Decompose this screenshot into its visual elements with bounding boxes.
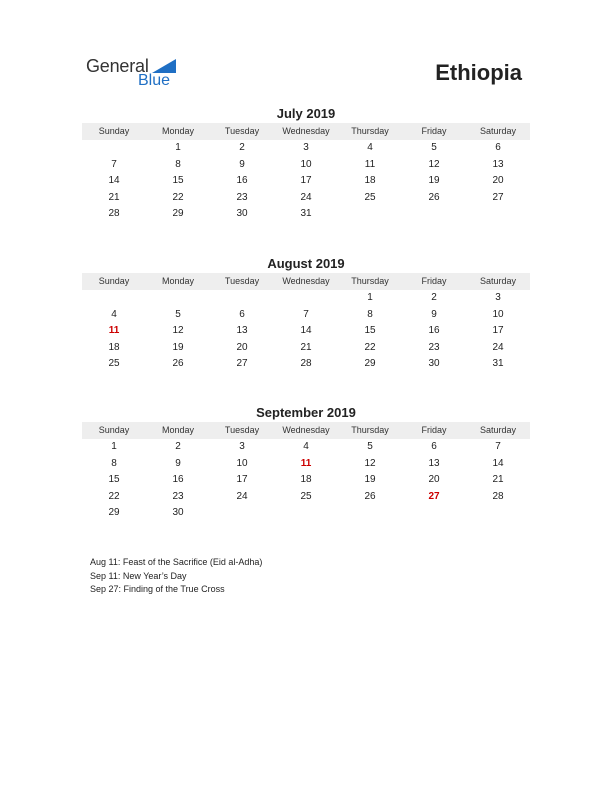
day-cell: 14 [108,175,120,187]
empty-day-cell [466,206,530,223]
day-cell: 8 [367,308,373,320]
day-cell: 20 [492,175,504,187]
day-cell: 5 [367,441,373,452]
day-cell: 2 [175,441,181,452]
month-title: July 2019 [276,106,336,121]
holiday-note: Sep 27: Finding of the True Cross [90,584,225,594]
month-title: September 2019 [256,405,356,420]
day-cell: 21 [492,474,504,486]
day-cell: 24 [492,341,504,353]
weekday-label: Monday [161,276,195,286]
empty-day-cell [210,290,274,307]
weekday-label: Tuesday [224,425,260,435]
day-cell: 8 [111,457,117,469]
weekday-label: Monday [161,126,195,136]
day-cell: 16 [236,175,248,187]
weekday-label: Thursday [351,126,389,136]
weekday-label: Saturday [479,126,517,136]
week-row [82,439,530,456]
day-cell: 13 [236,325,248,337]
day-cell: 1 [111,441,117,452]
day-cell: 30 [172,507,184,519]
weekday-header-row [82,422,530,439]
day-cell: 12 [428,158,440,170]
weekday-label: Sunday [98,126,130,136]
weekday-label: Thursday [351,425,389,435]
day-cell: 13 [428,457,440,469]
day-cell: 19 [428,175,440,187]
day-cell: 10 [236,457,248,469]
empty-day-cell [338,505,402,522]
logo [86,56,186,96]
day-cell: 25 [300,490,312,502]
day-cell: 31 [492,358,504,370]
day-cell: 6 [431,441,437,452]
week-row [82,206,530,223]
weekday-label: Wednesday [282,126,330,136]
weekday-label: Friday [421,126,447,136]
empty-day-cell [466,505,530,522]
empty-day-cell [82,290,146,307]
week-row [82,489,530,506]
day-cell: 5 [175,308,181,320]
weekday-label: Monday [161,425,195,435]
day-cell: 19 [364,474,376,486]
day-cell: 8 [175,158,181,170]
day-cell: 5 [431,142,437,153]
day-cell: 18 [300,474,312,486]
day-cell: 22 [172,191,184,203]
weekday-label: Saturday [479,425,517,435]
day-cell: 4 [111,308,117,320]
day-cell: 27 [492,191,504,203]
day-cell: 28 [492,490,504,502]
day-cell: 30 [236,208,248,220]
logo-triangle-icon [152,59,176,73]
weekday-label: Saturday [479,276,517,286]
day-cell: 18 [108,341,120,353]
day-cell: 15 [364,325,376,337]
day-cell: 28 [300,358,312,370]
day-cell: 29 [172,208,184,220]
weekday-label: Wednesday [282,276,330,286]
weekday-label: Sunday [98,276,130,286]
day-cell: 2 [431,292,437,303]
week-row [82,190,530,207]
week-row [82,140,530,157]
day-cell: 13 [492,158,504,170]
week-row [82,157,530,174]
day-cell: 25 [364,191,376,203]
day-cell: 19 [172,341,184,353]
week-row [82,356,530,373]
month-title: August 2019 [267,256,345,271]
month-calendar [82,105,530,223]
day-cell: 30 [428,358,440,370]
day-cell: 25 [108,358,120,370]
week-row [82,456,530,473]
day-cell: 21 [108,191,120,203]
day-cell: 10 [492,308,504,320]
day-cell: 29 [108,507,120,519]
day-cell: 9 [239,158,245,170]
day-cell: 11 [108,325,120,337]
day-cell: 16 [428,325,440,337]
empty-day-cell [402,206,466,223]
day-cell: 20 [236,341,248,353]
day-cell: 17 [236,474,248,486]
day-cell: 24 [236,490,248,502]
day-cell: 3 [303,142,309,153]
day-cell: 29 [364,358,376,370]
day-cell: 2 [239,142,245,153]
day-cell: 11 [364,158,376,170]
day-cell: 18 [364,175,376,187]
day-cell: 26 [364,490,376,502]
day-cell: 23 [172,490,184,502]
month-calendar [82,255,530,373]
day-cell: 3 [495,292,501,303]
holiday-note: Sep 11: New Year’s Day [90,570,187,581]
week-row [82,340,530,357]
week-row [82,505,530,522]
weekday-label: Tuesday [224,126,260,136]
empty-day-cell [274,505,338,522]
day-cell: 3 [239,441,245,452]
weekday-header-row [82,273,530,290]
day-cell: 12 [364,457,376,469]
day-cell: 23 [428,341,440,353]
day-cell: 11 [300,457,312,469]
day-cell: 21 [300,341,312,353]
day-cell: 17 [300,175,312,187]
week-row [82,290,530,307]
day-cell: 6 [239,308,245,320]
day-cell: 1 [367,292,373,303]
empty-day-cell [402,505,466,522]
day-cell: 4 [367,142,373,153]
day-cell: 10 [300,158,312,170]
day-cell: 14 [492,457,504,469]
empty-day-cell [338,206,402,223]
day-cell: 6 [495,142,501,153]
holiday-notes [90,556,262,597]
weekday-label: Sunday [98,425,130,435]
day-cell: 7 [303,308,309,320]
empty-day-cell [274,290,338,307]
day-cell: 31 [300,208,312,220]
weekday-label: Friday [421,276,447,286]
logo-general-text: General [86,56,149,76]
day-cell: 9 [431,308,437,320]
day-cell: 15 [172,175,184,187]
week-row [82,323,530,340]
empty-day-cell [146,290,210,307]
weekday-label: Friday [421,425,447,435]
weekday-label: Tuesday [224,276,260,286]
holiday-note: Aug 11: Feast of the Sacrifice (Eid al-Adha) [90,557,263,567]
week-row [82,472,530,489]
country-title: Ethiopia [435,60,522,85]
day-cell: 24 [300,191,312,203]
day-cell: 15 [108,474,120,486]
day-cell: 27 [236,358,248,370]
empty-day-cell [82,140,146,157]
day-cell: 9 [175,457,181,469]
day-cell: 14 [300,325,312,337]
day-cell: 23 [236,191,248,203]
day-cell: 28 [108,208,120,220]
day-cell: 17 [492,325,504,337]
day-cell: 20 [428,474,440,486]
day-cell: 26 [172,358,184,370]
weekday-label: Thursday [351,276,389,286]
weekday-label: Wednesday [282,425,330,435]
day-cell: 26 [428,191,440,203]
month-calendar [82,404,530,522]
day-cell: 22 [108,490,120,502]
day-cell: 22 [364,341,376,353]
empty-day-cell [210,505,274,522]
day-cell: 12 [172,325,184,337]
logo-blue-text: Blue [138,72,171,89]
week-row [82,173,530,190]
day-cell: 4 [303,441,309,452]
day-cell: 27 [428,490,440,502]
day-cell: 7 [495,441,501,452]
day-cell: 16 [172,474,184,486]
day-cell: 7 [111,158,117,170]
day-cell: 1 [175,142,181,153]
weekday-header-row [82,123,530,140]
week-row [82,307,530,324]
